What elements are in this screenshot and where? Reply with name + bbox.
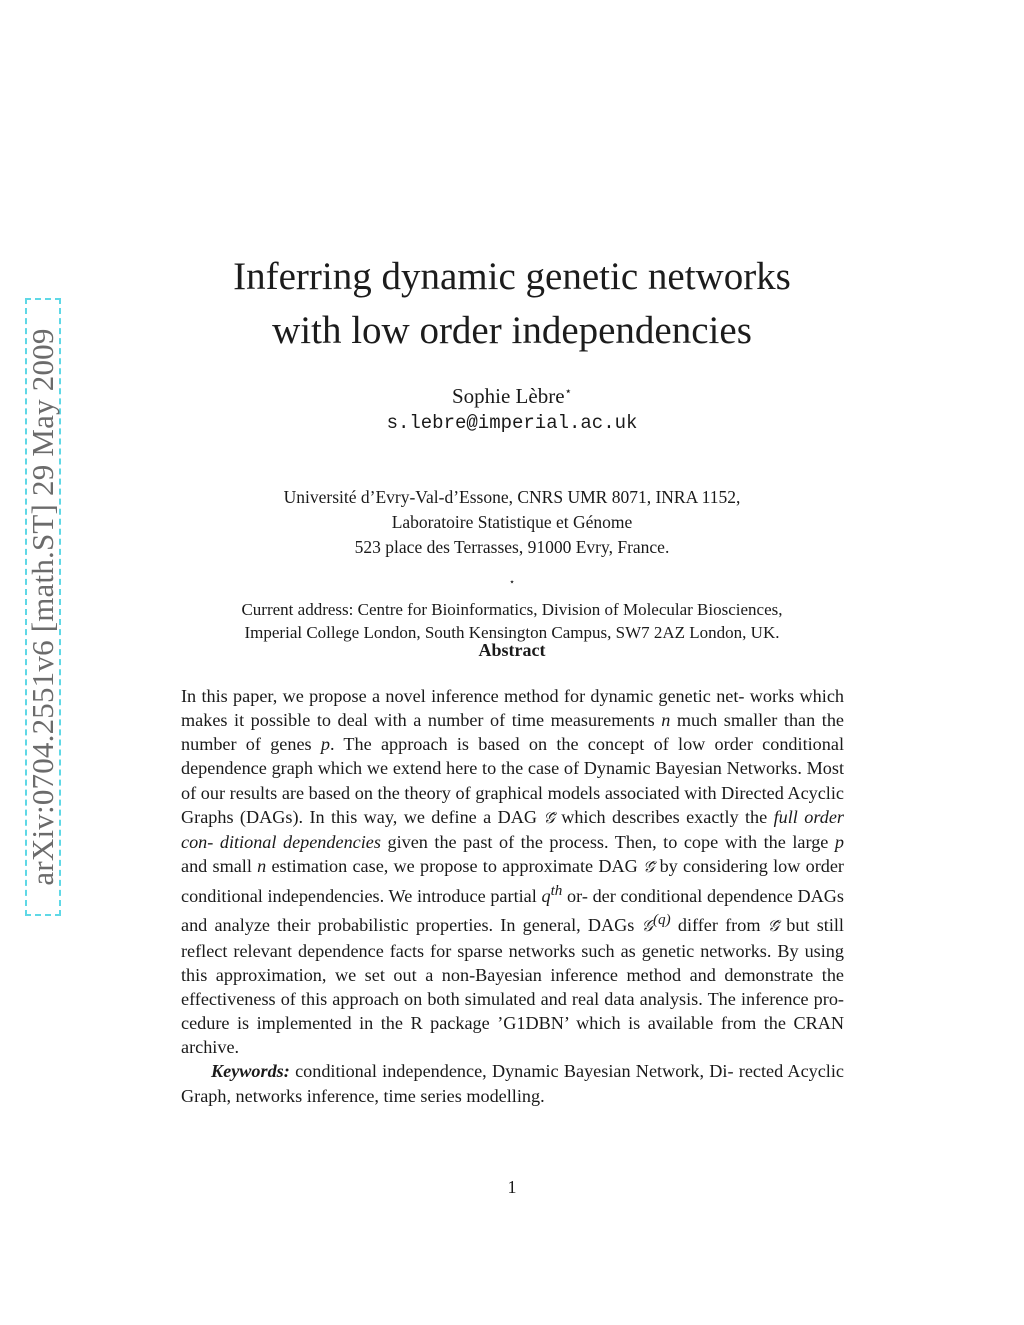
abstract-text: or- der conditional dependence DAGs and analyze their probabilistic properties. In general, DAGs [181, 886, 844, 936]
abstract-text: . The approach is based on the concept of low order conditional dependence graph which we extend here to the case of Dynamic Bayesian Networks. Most of our results are based on the theory of graphical models associated with Directed Acyclic Graphs (DAGs). In this way, we define a DAG [181, 734, 844, 827]
math-g-q: 𝒢 [641, 916, 653, 936]
keywords-list: conditional independence, Dynamic Bayesian Network, Di- rected Acyclic Graph, networks inference, time series modelling. [181, 1061, 844, 1106]
affiliation-line-1: Université d’Evry-Val-d’Essone, CNRS UMR 8071, INRA 1152, [283, 487, 741, 507]
abstract-text: much smaller than the number of genes [181, 710, 844, 755]
author-email[interactable]: s.lebre@imperial.ac.uk [386, 412, 638, 434]
math-p: p [834, 831, 844, 852]
keywords-label: Keywords: [211, 1061, 290, 1082]
abstract-text: differ from [670, 915, 768, 936]
arxiv-side-stamp[interactable] [25, 298, 61, 916]
author-footnote-mark: ⋆ [564, 384, 573, 398]
affiliation-line-2: Laboratoire Statistique et Génome [391, 512, 633, 532]
abstract-text: estimation case, we propose to approximate DAG [266, 856, 643, 877]
math-g-tilde: 𝒢̃ [767, 916, 780, 936]
math-n: n [257, 856, 267, 877]
abstract-paragraph [181, 684, 844, 1059]
current-address-mark: ⋆ [508, 577, 516, 588]
paper-title [160, 250, 864, 358]
abstract-text: but still reflect relevant dependence facts for sparse networks such as genetic networks. By using this approximation, we set out a non-Bayesian inference method and demonstrate the effectiveness of this approach on both simulated and real data analysis. The inference pro- cedure is implemented in the R package ’G1DBN’ which is available from the CRAN archive. [181, 915, 844, 1058]
abstract-text: by considering low order conditional independencies. We introduce partial [181, 856, 844, 907]
math-g-tilde: 𝒢̃ [543, 807, 555, 827]
arxiv-identifier: arXiv:0704.2551v6 [math.ST] 29 May 2009 [25, 328, 60, 886]
abstract-text: In this paper, we propose a novel inference method for dynamic genetic net- works which makes it possible to deal with a number of time measurements [181, 686, 844, 731]
affiliation-line-3: 523 place des Terrasses, 91000 Evry, France. [354, 537, 670, 557]
title-line-1: Inferring dynamic genetic networks [233, 255, 791, 298]
math-th-superscript: th [550, 882, 563, 900]
abstract-heading: Abstract [478, 640, 546, 660]
affiliation [160, 485, 864, 560]
abstract-body [181, 684, 844, 1108]
current-address-line-1 [160, 571, 864, 621]
page-number: 1 [507, 1177, 517, 1197]
math-n: n [661, 710, 671, 731]
math-p: p [320, 734, 330, 755]
author-name [160, 377, 864, 410]
author-text: Sophie Lèbre [451, 384, 565, 408]
math-g-tilde: 𝒢̃ [642, 857, 655, 877]
abstract-text: and small [181, 856, 258, 877]
keywords-paragraph [181, 1059, 844, 1107]
current-address-line-2: Imperial College London, South Kensington Campus, SW7 2AZ London, UK. [244, 622, 780, 642]
title-line-2: with low order independencies [272, 309, 752, 352]
current-address [160, 571, 864, 644]
abstract-text: given the past of the process. Then, to cope with the large [380, 831, 835, 852]
math-q: q [541, 886, 551, 907]
current-address-line-1-text: Current address: Centre for Bioinformatics, Division of Molecular Biosciences, [241, 599, 783, 619]
abstract-text: which describes exactly the [554, 806, 774, 827]
math-q-superscript: (q) [652, 911, 671, 929]
emphasis-full-order: full order con- ditional dependencies [181, 806, 844, 852]
